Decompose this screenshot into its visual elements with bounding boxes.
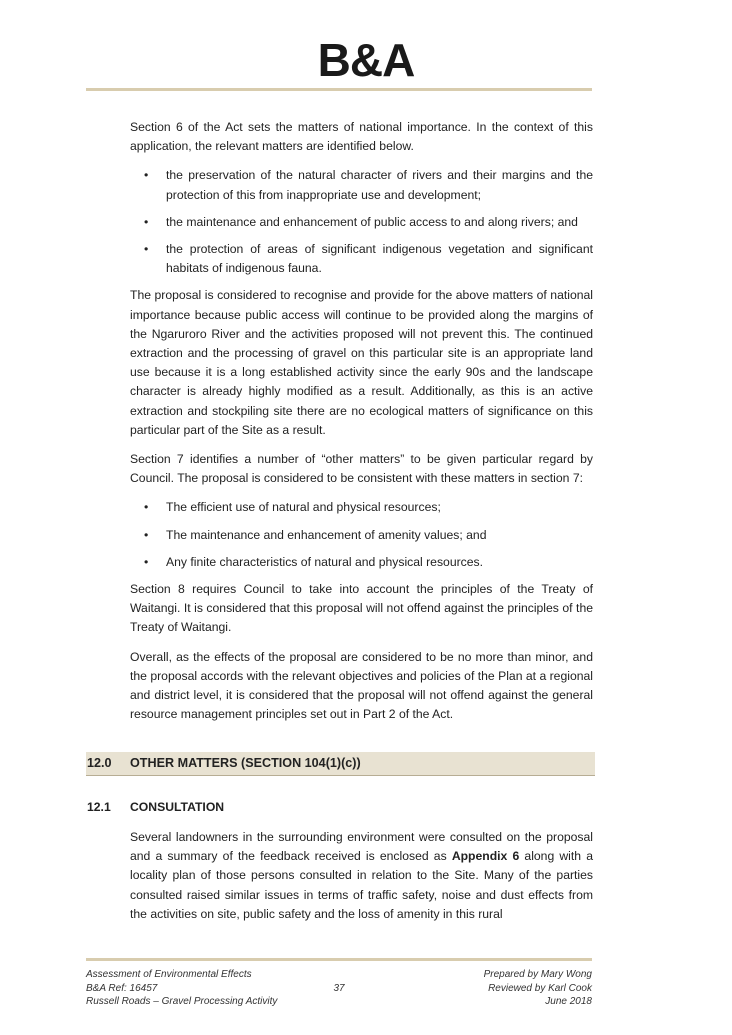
bullet-list-other-matters bbox=[130, 498, 593, 572]
section-heading bbox=[86, 752, 595, 776]
section-title: OTHER MATTERS (SECTION 104(1)(c)) bbox=[130, 756, 361, 770]
footer-rule bbox=[86, 958, 592, 961]
bullet-icon: • bbox=[144, 242, 149, 257]
body-text bbox=[130, 118, 593, 734]
list-item: • the maintenance and enhancement of public access to and along rivers; and bbox=[130, 213, 593, 232]
bullet-icon: • bbox=[144, 168, 149, 183]
bullet-icon: • bbox=[144, 500, 149, 515]
page-footer bbox=[86, 968, 592, 1013]
footer-date: June 2018 bbox=[545, 996, 592, 1007]
appendix-reference: Appendix 6 bbox=[451, 849, 520, 864]
page-number: 37 bbox=[333, 982, 345, 994]
section-number: 12.0 bbox=[87, 756, 112, 770]
subsection-number: 12.1 bbox=[87, 800, 111, 814]
paragraph-section-8: Section 8 requires Council to take into account the principles of the Treaty of Waitangi. It is considered that this proposal will not offend against the principles of the Treaty of Waitangi. bbox=[130, 582, 593, 635]
paragraph-consultation: Several landowners in the surrounding environment were consulted on the proposal and a summary of the feedback received is enclosed as Appendix 6 along with a locality plan of those persons consulted in relation to the Site. Many of the parties consulted raised similar issues in terms of traffic safety, noise and dust effects from the activities on site, public safety and the loss of amenity in this rural bbox=[130, 830, 593, 921]
footer-prepared-by: Prepared by Mary Wong bbox=[483, 969, 592, 980]
paragraph-overall: Overall, as the effects of the proposal are considered to be no more than minor, and the proposal accords with the relevant objectives and policies of the Plan at a regional and district level, it is considered that the proposal will not offend against the general resource management principles set out in Part 2 of the Act. bbox=[130, 649, 593, 722]
paragraph-section-6: Section 6 of the Act sets the matters of national importance. In the context of this application, the relevant matters are identified below. bbox=[130, 120, 593, 154]
subsection-title: CONSULTATION bbox=[130, 800, 225, 814]
footer-reviewed-by: Reviewed by Karl Cook bbox=[488, 982, 592, 994]
footer-reference: B&A Ref: 16457 bbox=[86, 982, 158, 994]
list-item: • The maintenance and enhancement of amenity values; and bbox=[130, 526, 593, 545]
list-item: • The efficient use of natural and physical resources; bbox=[130, 498, 593, 517]
bullet-icon: • bbox=[144, 214, 149, 229]
footer-right bbox=[484, 968, 592, 1009]
company-logo: B&A bbox=[317, 34, 415, 86]
list-item: • the protection of areas of significant indigenous vegetation and significant habitats of indigenous fauna. bbox=[144, 242, 593, 276]
paragraph-assessment: The proposal is considered to recognise and provide for the above matters of national importance because public access will continue to be provided along the margins of the Ngaruroro River and the activities proposed will not prevent this. The continued extraction and the processing of gravel on this particular site is an appropriate land use because it is a long established activity since the early 90s and the landscape character is already highly modified as a result. Additionally, as this is an active extraction and stockpiling site there are no ecological matters of significance on this particular part of the Site as a result. bbox=[130, 288, 593, 437]
list-item: • Any finite characteristics of natural and physical resources. bbox=[130, 553, 593, 572]
header-rule bbox=[86, 88, 592, 91]
bullet-icon: • bbox=[144, 527, 149, 542]
bullet-icon: • bbox=[144, 554, 149, 569]
consultation-text bbox=[130, 828, 593, 924]
paragraph-section-7: Section 7 identifies a number of “other matters” to be given particular regard by Council. The proposal is considered to be consistent with these matters in section 7: bbox=[130, 452, 593, 486]
footer-document-title: Assessment of Environmental Effects bbox=[86, 969, 252, 980]
list-item: • the preservation of the natural character of rivers and their margins and the protection of this from inappropriate use and development; bbox=[144, 168, 593, 202]
footer-project: Russell Roads – Gravel Processing Activity bbox=[86, 996, 278, 1007]
bullet-list-national-importance bbox=[130, 166, 593, 278]
